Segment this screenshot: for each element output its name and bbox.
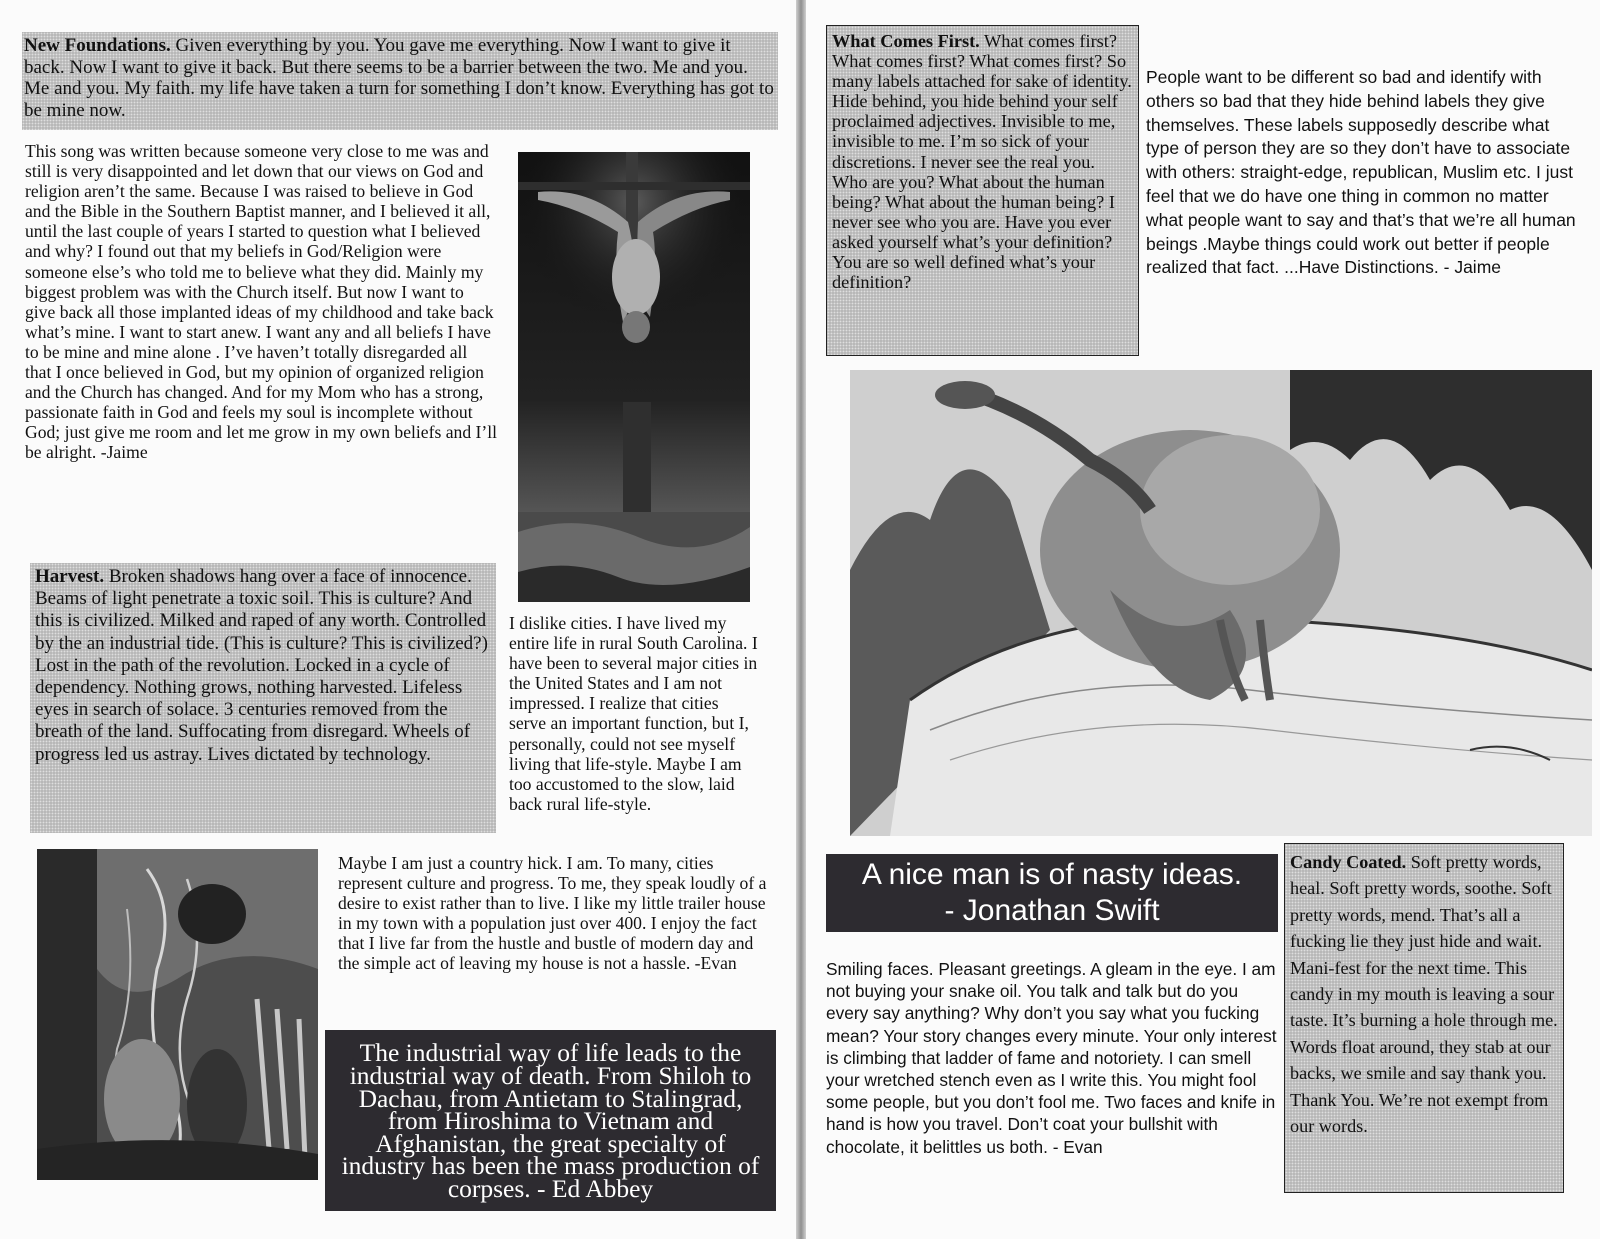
abbey-quote-text: The industrial way of life leads to the industrial way of death. From Shiloh to Dachau, from Antietam to Stalingrad, from Hiroshima to Vietnam and Afghanistan, the great specialty of industry has been the mass production of corpses. - Ed Abbey: [341, 1038, 760, 1203]
swift-quote-line1: A nice man is of nasty ideas.: [861, 858, 1243, 891]
new-foundations-box: [22, 32, 778, 130]
swift-quote-box: [826, 854, 1278, 932]
left-page: [0, 0, 796, 1239]
what-comes-first-body: What comes first? What comes first? What comes first? So many labels attached for sake of identity. Hide behind, you hide behind your self proclaimed adjectives. Invisible to me, invisible to me. I’m so sick of your discretions. I never see the real you. Who are you? What about the human being? What about the human being? I never see who you are. Have you ever asked yourself what’s your definition? You are so well defined what’s your definition?: [832, 31, 1132, 293]
surreal-figure-painting: [850, 370, 1592, 836]
crucifixion-painting: [518, 152, 750, 602]
page-gutter: [796, 0, 806, 1239]
what-comes-first-title: What Comes First.: [832, 31, 980, 51]
harvest-box: [30, 563, 496, 833]
new-foundations-title: New Foundations.: [24, 35, 171, 56]
evan-cities-top: I dislike cities. I have lived my entire life in rural South Carolina. I have been to several major cities in the United States and I am not impressed. I realize that cities serve an important function, but I, personally, could not see myself living that life-style. Maybe I am too accustomed to the slow, laid back rural life-style.: [509, 613, 758, 814]
harvest-body: Broken shadows hang over a face of innocence. Beams of light penetrate a toxic soil. This is culture? And this is civilized. Milked and raped of any worth. Controlled by the an industrial tide. (This is culture? This is civilized?) Lost in the path of the revolution. Locked in a cycle of dependency. Nothing grows, nothing harvested. Lifeless eyes in search of solace. 3 centuries removed from the breath of the land. Suffocating from disregard. Wheels of progress led us astray. Lives dictated by technology.: [35, 566, 488, 765]
evan-cities-bottom: Maybe I am just a country hick. I am. To many, cities represent culture and progress. To me, they speak loudly of a desire to exist rather than to live. I like my little trailer house in my town with a population just over 400. I enjoy the fact that I live far from the hustle and bustle of modern day and the simple act of leaving my house is not a hassle. -Evan: [338, 853, 767, 974]
abbey-quote-box: [325, 1030, 776, 1211]
jaime-religion-essay: This song was written because someone very close to me was and still is very disappointed and let down that our views on God and religion aren’t the same. Because I was raised to believe in God and the Bible in the Southern Baptist manner, and I believed it all, until the last couple of years I started to question what I believed and why? I found out that my beliefs in God/Religion were someone else’s who told me to believe what they did. Mainly my biggest problem was with the Church itself. But now I want to give back all those implanted ideas of my childhood and take back what’s mine. I want to start anew. I want any and all beliefs I have to be mine and mine alone . I’ve haven’t totally disregarded all that I once believed in God, but my opinion of organized religion and the Church has changed. And for my Mom who has a strong, passionate faith in God and feels my soul is incomplete without God; just give me room and let me grow in my own beliefs and I’ll be alright. -Jaime: [25, 141, 498, 463]
labels-essay: People want to be different so bad and identify with others so bad that they hide behind labels they give themselves. These labels supposedly describe what type of person they are so they don’t have to associate with others: straight-edge, republican, Muslim etc. I just feel that we do have one thing in common no matter what people want to say and that’s that we’re all human beings .Maybe things could work out better if people realized that fact. ...Have Distinctions. - Jaime: [1146, 67, 1576, 278]
garden-art: [37, 849, 318, 1180]
right-page: [806, 0, 1600, 1239]
harvest-title: Harvest.: [35, 566, 105, 587]
candy-coated-title: Candy Coated.: [1290, 852, 1407, 872]
smiling-faces-essay: Smiling faces. Pleasant greetings. A gleam in the eye. I am not buying your snake oil. You talk and talk but do you every say anything? Why don’t you say what you fucking mean? Your story changes every minute. Your only interest is climbing that ladder of fame and notoriety. I can smell your wretched stench even as I write this. You might fool some people, but you don’t fool me. Two faces and knife in hand is how you travel. Don’t coat your bullshit with chocolate, it belittles us both. - Evan: [826, 959, 1277, 1157]
garden-painting: [37, 849, 318, 1180]
crucifixion-art: [518, 152, 750, 602]
new-foundations-body: Given everything by you. You gave me everything. Now I want to give it back. Now I want to give it back. But there seems to be a barrier between the two. Me and you. Me and you. My faith. my life have taken a turn for something I don’t know. Everything has got to be mine now.: [24, 35, 774, 121]
candy-coated-body: Soft pretty words, heal. Soft pretty words, soothe. Soft pretty words, mend. That’s all a fucking lie they just hide and wait. Mani-fest for the next time. This candy in my mouth is leaving a sour taste. It’s burning a hole through me. Words float around, they stab at our backs, we smile and say thank you. Thank You. We’re not exempt from our words.: [1290, 852, 1558, 1137]
candy-coated-box: [1284, 843, 1564, 1193]
swift-quote-line2: - Jonathan Swift: [944, 894, 1160, 927]
surreal-figure-art: [850, 370, 1592, 836]
what-comes-first-box: [826, 25, 1139, 356]
